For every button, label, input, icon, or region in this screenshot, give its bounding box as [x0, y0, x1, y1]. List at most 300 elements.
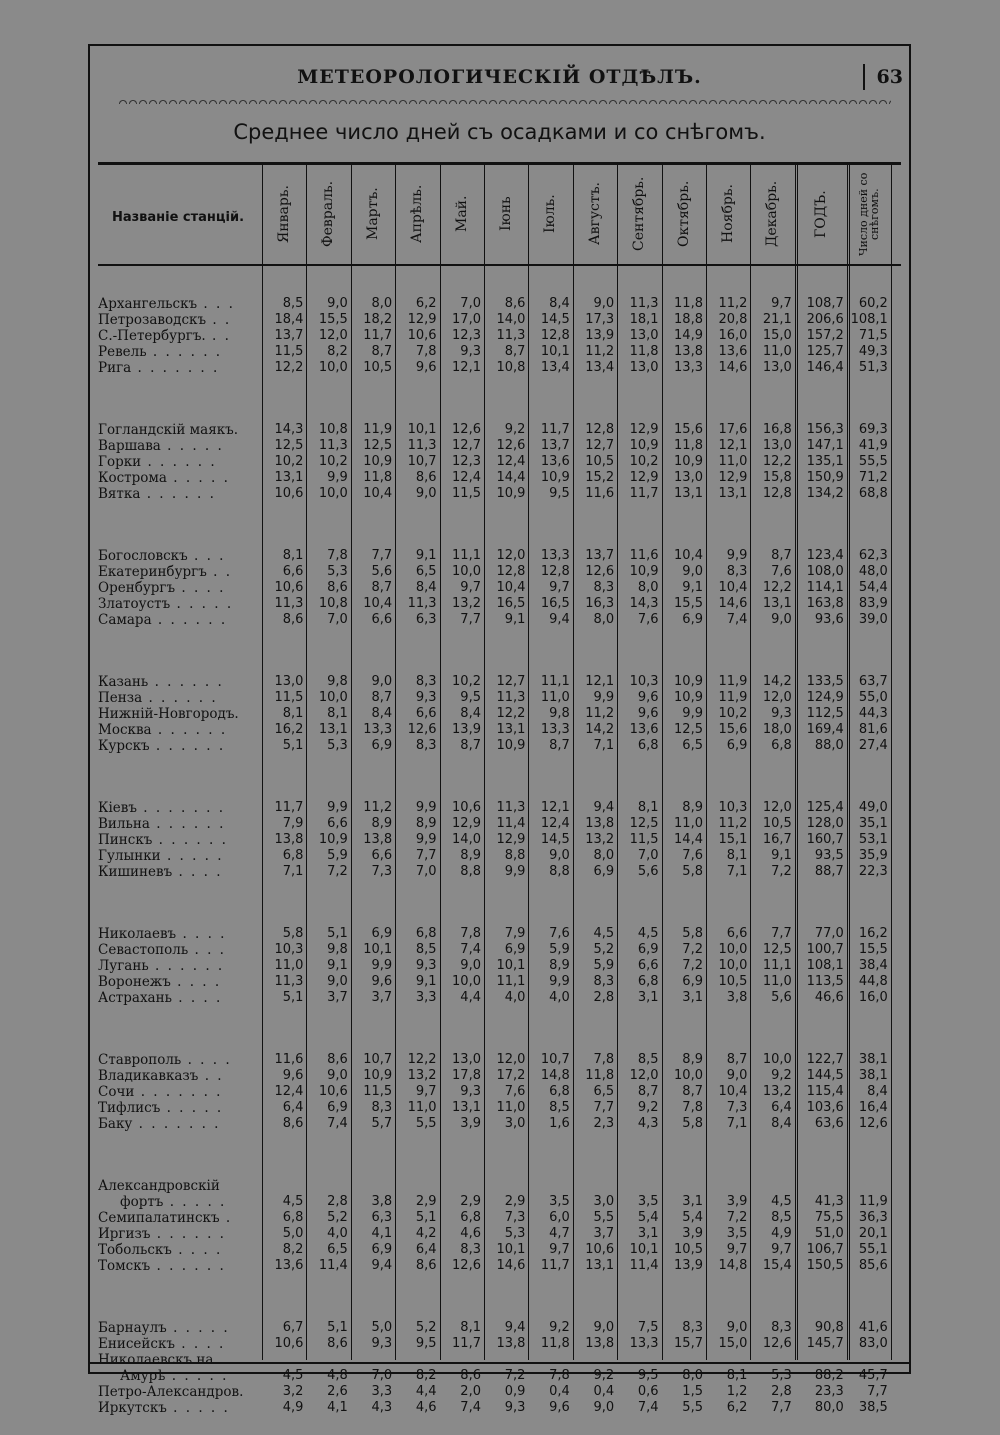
leader-dots: . . . . . . [146, 486, 216, 502]
table-row [90, 1320, 909, 1336]
leader-dots: . . . [194, 942, 226, 958]
value-cell: 83,9 [858, 596, 888, 611]
value-cell: 13,0 [762, 438, 792, 453]
station-name-text: Ревель [98, 344, 147, 360]
value-cell: 7,0 [327, 612, 348, 627]
column-header: Число дней со снѣгомъ. [856, 172, 881, 256]
value-cell: 8,9 [682, 800, 703, 815]
value-cell: 11,0 [540, 690, 570, 705]
value-cell: 10,9 [496, 486, 526, 501]
station-name-text: Тифлисъ [98, 1100, 161, 1116]
station-name-text: Архангельскъ [98, 296, 198, 312]
value-cell: 38,4 [858, 958, 888, 973]
table-row [90, 738, 909, 754]
value-cell: 10,9 [629, 564, 659, 579]
value-cell: 11,0 [762, 974, 792, 989]
station-name [98, 296, 258, 312]
value-cell: 9,3 [371, 1336, 393, 1351]
leader-dots: . . . . . [169, 1194, 227, 1210]
value-cell: 108,1 [806, 958, 844, 973]
value-cell: 15,5 [858, 942, 888, 957]
value-cell: 44,3 [858, 706, 888, 721]
value-cell: 2,9 [415, 1194, 437, 1209]
column-header: Апрѣль. [409, 184, 426, 244]
value-cell: 5,2 [415, 1320, 437, 1335]
value-cell: 11,9 [718, 674, 748, 689]
table-row [90, 1210, 909, 1226]
station-name [98, 800, 258, 816]
value-cell: 2,3 [593, 1116, 615, 1131]
value-cell: 12,6 [407, 722, 437, 737]
value-cell: 10,2 [318, 454, 348, 469]
table-row [90, 422, 909, 438]
station-name [98, 1116, 258, 1132]
value-cell: 10,5 [585, 454, 615, 469]
value-cell: 8,3 [682, 1320, 703, 1335]
value-cell: 6,5 [327, 1242, 348, 1257]
station-name-text: Гогландскій маякъ. [98, 422, 239, 438]
value-cell: 7,7 [593, 1100, 615, 1115]
value-cell: 7,7 [771, 926, 792, 941]
value-cell: 11,4 [629, 1258, 659, 1273]
value-cell: 11,2 [585, 344, 615, 359]
table-row [90, 454, 909, 470]
value-cell: 8,3 [415, 738, 437, 753]
table-row [90, 486, 909, 502]
value-cell: 35,9 [858, 848, 888, 863]
value-cell: 1,2 [726, 1384, 748, 1399]
value-cell: 8,3 [371, 1100, 393, 1115]
leader-dots: . . . [203, 296, 235, 312]
value-cell: 18,0 [762, 722, 792, 737]
leader-dots: . . . . . . . [143, 800, 226, 816]
table-row [90, 612, 909, 628]
value-cell: 11,0 [674, 816, 703, 831]
value-cell: 55,0 [858, 690, 888, 705]
value-cell: 7,0 [415, 864, 437, 879]
value-cell: 6,6 [637, 958, 659, 973]
value-cell: 5,6 [771, 990, 792, 1005]
value-cell: 12,8 [762, 486, 792, 501]
station-name-text: Амурѣ [120, 1368, 166, 1384]
value-cell: 150,9 [806, 470, 844, 485]
value-cell: 20,8 [718, 312, 748, 327]
value-cell: 10,9 [363, 454, 393, 469]
value-cell: 4,5 [282, 1368, 304, 1383]
table-row [90, 706, 909, 722]
value-cell: 1,6 [549, 1116, 570, 1131]
station-name [98, 974, 258, 990]
station-name [98, 738, 258, 754]
table-row [90, 1052, 909, 1068]
value-cell: 8,5 [771, 1210, 792, 1225]
value-cell: 6,8 [637, 738, 659, 753]
value-cell: 5,4 [682, 1210, 703, 1225]
value-cell: 9,0 [549, 848, 570, 863]
station-name-text: Владикавказъ [98, 1068, 199, 1084]
value-cell: 8,8 [549, 864, 570, 879]
value-cell: 12,3 [452, 328, 481, 343]
value-cell: 10,4 [496, 580, 526, 595]
station-name-text: Петро-Александров. [98, 1384, 244, 1400]
value-cell: 10,7 [363, 1052, 393, 1067]
station-name [98, 1084, 258, 1100]
station-name-text: Баку [98, 1116, 133, 1132]
value-cell: 7,2 [327, 864, 348, 879]
value-cell: 7,2 [726, 1210, 748, 1225]
value-cell: 10,0 [318, 360, 348, 375]
leader-dots: . . . . . . [156, 1226, 226, 1242]
value-cell: 160,7 [806, 832, 844, 847]
value-cell: 115,4 [806, 1084, 844, 1099]
value-cell: 14,2 [762, 674, 792, 689]
value-cell: 5,2 [593, 942, 615, 957]
value-cell: 206,6 [806, 312, 844, 327]
value-cell: 9,6 [415, 360, 437, 375]
value-cell: 8,6 [282, 1116, 304, 1131]
station-name [98, 942, 258, 958]
station-name-text: Нижній-Новгородъ. [98, 706, 239, 722]
value-cell: 9,1 [415, 974, 437, 989]
value-cell: 7,7 [460, 612, 481, 627]
value-cell: 125,4 [806, 800, 844, 815]
value-cell: 9,3 [771, 706, 792, 721]
station-name [98, 990, 258, 1006]
value-cell: 8,3 [593, 580, 615, 595]
value-cell: 12,5 [274, 438, 304, 453]
value-cell: 10,2 [629, 454, 659, 469]
value-cell: 12,9 [629, 470, 659, 485]
leader-dots: . . [212, 328, 231, 344]
column-header: Августъ. [586, 182, 603, 246]
value-cell: 69,3 [858, 422, 888, 437]
value-cell: 5,3 [327, 564, 348, 579]
value-cell: 11,1 [762, 958, 792, 973]
station-name [98, 1242, 258, 1258]
table-row [90, 1194, 909, 1210]
station-name-text: Вильна [98, 816, 150, 832]
leader-dots: . . . . [182, 926, 227, 942]
value-cell: 46,6 [814, 990, 844, 1005]
value-cell: 12,9 [629, 422, 659, 437]
value-cell: 11,7 [629, 486, 659, 501]
value-cell: 11,7 [452, 1336, 481, 1351]
leader-dots: . . . . [181, 1336, 226, 1352]
value-cell: 10,9 [496, 738, 526, 753]
page-number-divider [863, 64, 865, 90]
value-cell: 13,8 [585, 816, 615, 831]
value-cell: 6,6 [371, 612, 393, 627]
value-cell: 10,5 [674, 1242, 703, 1257]
value-cell: 6,6 [726, 926, 748, 941]
leader-dots: . . . . . . [156, 816, 226, 832]
value-cell: 11,5 [274, 690, 304, 705]
value-cell: 13,3 [540, 548, 570, 563]
value-cell: 9,0 [327, 974, 348, 989]
value-cell: 14,5 [540, 312, 570, 327]
station-name-text: Лугань [98, 958, 149, 974]
value-cell: 4,5 [771, 1194, 792, 1209]
value-cell: 13,1 [318, 722, 348, 737]
wavy-rule [118, 96, 891, 104]
value-cell: 15,5 [674, 596, 703, 611]
leader-dots: . . . . . [173, 470, 230, 486]
value-cell: 9,9 [327, 800, 348, 815]
value-cell: 88,2 [814, 1368, 844, 1383]
station-name-text: Варшава [98, 438, 161, 454]
value-cell: 10,8 [318, 422, 348, 437]
value-cell: 6,9 [637, 942, 659, 957]
value-cell: 11,7 [274, 800, 304, 815]
value-cell: 9,7 [460, 580, 481, 595]
value-cell: 3,5 [549, 1194, 570, 1209]
value-cell: 5,3 [327, 738, 348, 753]
value-cell: 16,7 [762, 832, 792, 847]
value-cell: 10,6 [274, 1336, 304, 1351]
leader-dots: . . . . [187, 1052, 232, 1068]
value-cell: 15,1 [718, 832, 748, 847]
value-cell: 10,6 [274, 486, 304, 501]
value-cell: 10,0 [452, 974, 481, 989]
value-cell: 8,6 [415, 1258, 437, 1273]
value-cell: 11,2 [718, 816, 748, 831]
value-cell: 5,6 [371, 564, 393, 579]
station-name [98, 1384, 258, 1400]
station-name [98, 454, 258, 470]
value-cell: 18,4 [274, 312, 304, 327]
value-cell: 9,7 [771, 296, 792, 311]
value-cell: 4,3 [371, 1400, 393, 1415]
value-cell: 88,0 [814, 738, 844, 753]
value-cell: 18,1 [629, 312, 659, 327]
station-name-text: Оренбургъ [98, 580, 176, 596]
value-cell: 146,4 [806, 360, 844, 375]
value-cell: 6,9 [682, 612, 703, 627]
column-header: Сентябрь. [631, 176, 648, 252]
value-cell: 10,5 [762, 816, 792, 831]
leader-dots: . . . . . . . [137, 360, 220, 376]
value-cell: 7,9 [282, 816, 304, 831]
value-cell: 7,3 [371, 864, 393, 879]
value-cell: 13,7 [585, 548, 615, 563]
value-cell: 5,8 [282, 926, 304, 941]
value-cell: 5,8 [682, 926, 703, 941]
value-cell: 6,7 [282, 1320, 304, 1335]
leader-dots: . . . . . . [152, 344, 223, 360]
value-cell: 9,8 [327, 942, 348, 957]
column-header: Мартъ. [364, 187, 381, 241]
value-cell: 6,8 [460, 1210, 481, 1225]
value-cell: 38,5 [858, 1400, 888, 1415]
value-cell: 6,5 [682, 738, 703, 753]
column-header: Февраль. [320, 180, 337, 248]
value-cell: 13,3 [363, 722, 393, 737]
value-cell: 13,1 [452, 1100, 481, 1115]
table-row [90, 596, 909, 612]
value-cell: 11,7 [540, 422, 570, 437]
value-cell: 51,0 [814, 1226, 844, 1241]
value-cell: 4,1 [327, 1400, 348, 1415]
value-cell: 13,2 [407, 1068, 437, 1083]
station-name-text: Кіевъ [98, 800, 137, 816]
value-cell: 10,0 [452, 564, 481, 579]
leader-dots: . . [212, 312, 232, 328]
value-cell: 8,5 [282, 296, 304, 311]
value-cell: 4,5 [282, 1194, 304, 1209]
station-name [98, 816, 258, 832]
value-cell: 13,4 [585, 360, 615, 375]
value-cell: 7,0 [637, 848, 659, 863]
value-cell: 15,2 [585, 470, 615, 485]
value-cell: 12,7 [496, 674, 526, 689]
station-name-text: Пенза [98, 690, 143, 706]
value-cell: 17,8 [452, 1068, 481, 1083]
value-cell: 16,4 [858, 1100, 888, 1115]
table-row [90, 1068, 909, 1084]
value-cell: 12,0 [496, 1052, 526, 1067]
value-cell: 39,0 [858, 612, 888, 627]
value-cell: 4,5 [593, 926, 615, 941]
station-name-text: Воронежъ [98, 974, 171, 990]
value-cell: 3,8 [726, 990, 748, 1005]
value-cell: 7,8 [327, 548, 348, 563]
value-cell: 13,0 [452, 1052, 481, 1067]
value-cell: 5,8 [682, 864, 703, 879]
value-cell: 11,7 [540, 1258, 570, 1273]
value-cell: 11,3 [496, 690, 526, 705]
value-cell: 135,1 [806, 454, 844, 469]
value-cell: 12,3 [452, 454, 481, 469]
leader-dots: . . . . . . [158, 832, 228, 848]
value-cell: 8,4 [549, 296, 570, 311]
value-cell: 8,1 [460, 1320, 481, 1335]
station-name-text: Барнаулъ [98, 1320, 167, 1336]
value-cell: 10,1 [629, 1242, 659, 1257]
value-cell: 10,8 [496, 360, 526, 375]
value-cell: 9,7 [549, 580, 570, 595]
station-name-text: Ставрополь [98, 1052, 182, 1068]
value-cell: 12,4 [452, 470, 481, 485]
value-cell: 6,9 [327, 1100, 348, 1115]
value-cell: 11,6 [629, 548, 659, 563]
value-cell: 7,2 [771, 864, 792, 879]
value-cell: 23,3 [814, 1384, 844, 1399]
value-cell: 12,0 [629, 1068, 659, 1083]
table-row [90, 1084, 909, 1100]
value-cell: 8,7 [371, 344, 393, 359]
value-cell: 9,3 [460, 344, 481, 359]
value-cell: 11,8 [674, 296, 703, 311]
value-cell: 9,3 [504, 1400, 526, 1415]
value-cell: 11,3 [407, 596, 437, 611]
value-cell: 12,8 [496, 564, 526, 579]
station-name-text: Вятка [98, 486, 141, 502]
value-cell: 4,0 [327, 1226, 348, 1241]
value-cell: 77,0 [814, 926, 844, 941]
value-cell: 11,2 [363, 800, 393, 815]
value-cell: 10,6 [274, 580, 304, 595]
value-cell: 3,3 [415, 990, 437, 1005]
value-cell: 17,2 [496, 1068, 526, 1083]
value-cell: 147,1 [806, 438, 844, 453]
value-cell: 6,8 [771, 738, 792, 753]
value-cell: 1,5 [682, 1384, 703, 1399]
value-cell: 6,9 [371, 926, 393, 941]
value-cell: 4,5 [637, 926, 659, 941]
value-cell: 12,5 [762, 942, 792, 957]
value-cell: 0,6 [637, 1384, 659, 1399]
value-cell: 80,0 [814, 1400, 844, 1415]
station-name [98, 722, 258, 738]
value-cell: 11,5 [363, 1084, 393, 1099]
value-cell: 8,4 [415, 580, 437, 595]
station-name [98, 1400, 258, 1416]
value-cell: 9,0 [593, 1400, 615, 1415]
leader-dots: . . . . . [176, 596, 234, 612]
table-row [90, 470, 909, 486]
value-cell: 9,9 [415, 800, 437, 815]
value-cell: 8,7 [371, 690, 393, 705]
value-cell: 9,3 [415, 690, 437, 705]
value-cell: 15,4 [762, 1258, 792, 1273]
value-cell: 8,8 [504, 848, 526, 863]
leader-dots: . . . . . . [154, 958, 225, 974]
value-cell: 7,8 [460, 926, 481, 941]
value-cell: 5,9 [327, 848, 348, 863]
value-cell: 7,8 [682, 1100, 703, 1115]
value-cell: 8,6 [282, 612, 304, 627]
value-cell: 8,1 [282, 706, 304, 721]
station-name [98, 612, 258, 628]
value-cell: 11,3 [629, 296, 659, 311]
value-cell: 8,9 [460, 848, 481, 863]
value-cell: 12,7 [452, 438, 481, 453]
value-cell: 6,8 [415, 926, 437, 941]
value-cell: 8,3 [726, 564, 748, 579]
station-name-text: Казань [98, 674, 149, 690]
station-name [98, 926, 258, 942]
value-cell: 7,6 [771, 564, 792, 579]
value-cell: 9,3 [460, 1084, 481, 1099]
value-cell: 12,8 [540, 564, 570, 579]
value-cell: 6,5 [593, 1084, 615, 1099]
value-cell: 12,9 [407, 312, 437, 327]
value-cell: 7,7 [415, 848, 437, 863]
value-cell: 11,0 [407, 1100, 437, 1115]
value-cell: 11,9 [718, 690, 748, 705]
station-name [98, 958, 258, 974]
value-cell: 12,2 [762, 454, 792, 469]
table-row [90, 926, 909, 942]
value-cell: 9,0 [771, 612, 792, 627]
value-cell: 11,8 [540, 1336, 570, 1351]
value-cell: 11,5 [452, 486, 481, 501]
value-cell: 2,9 [460, 1194, 481, 1209]
value-cell: 13,1 [496, 722, 526, 737]
value-cell: 3,7 [371, 990, 393, 1005]
value-cell: 5,5 [682, 1400, 703, 1415]
value-cell: 10,2 [274, 454, 304, 469]
value-cell: 10,7 [407, 454, 437, 469]
value-cell: 13,8 [363, 832, 393, 847]
value-cell: 0,9 [504, 1384, 526, 1399]
station-name-text: Гулынки [98, 848, 161, 864]
value-cell: 35,1 [858, 816, 888, 831]
value-cell: 7,6 [637, 612, 659, 627]
value-cell: 10,9 [674, 454, 703, 469]
value-cell: 12,1 [585, 674, 615, 689]
table-row [90, 1100, 909, 1116]
